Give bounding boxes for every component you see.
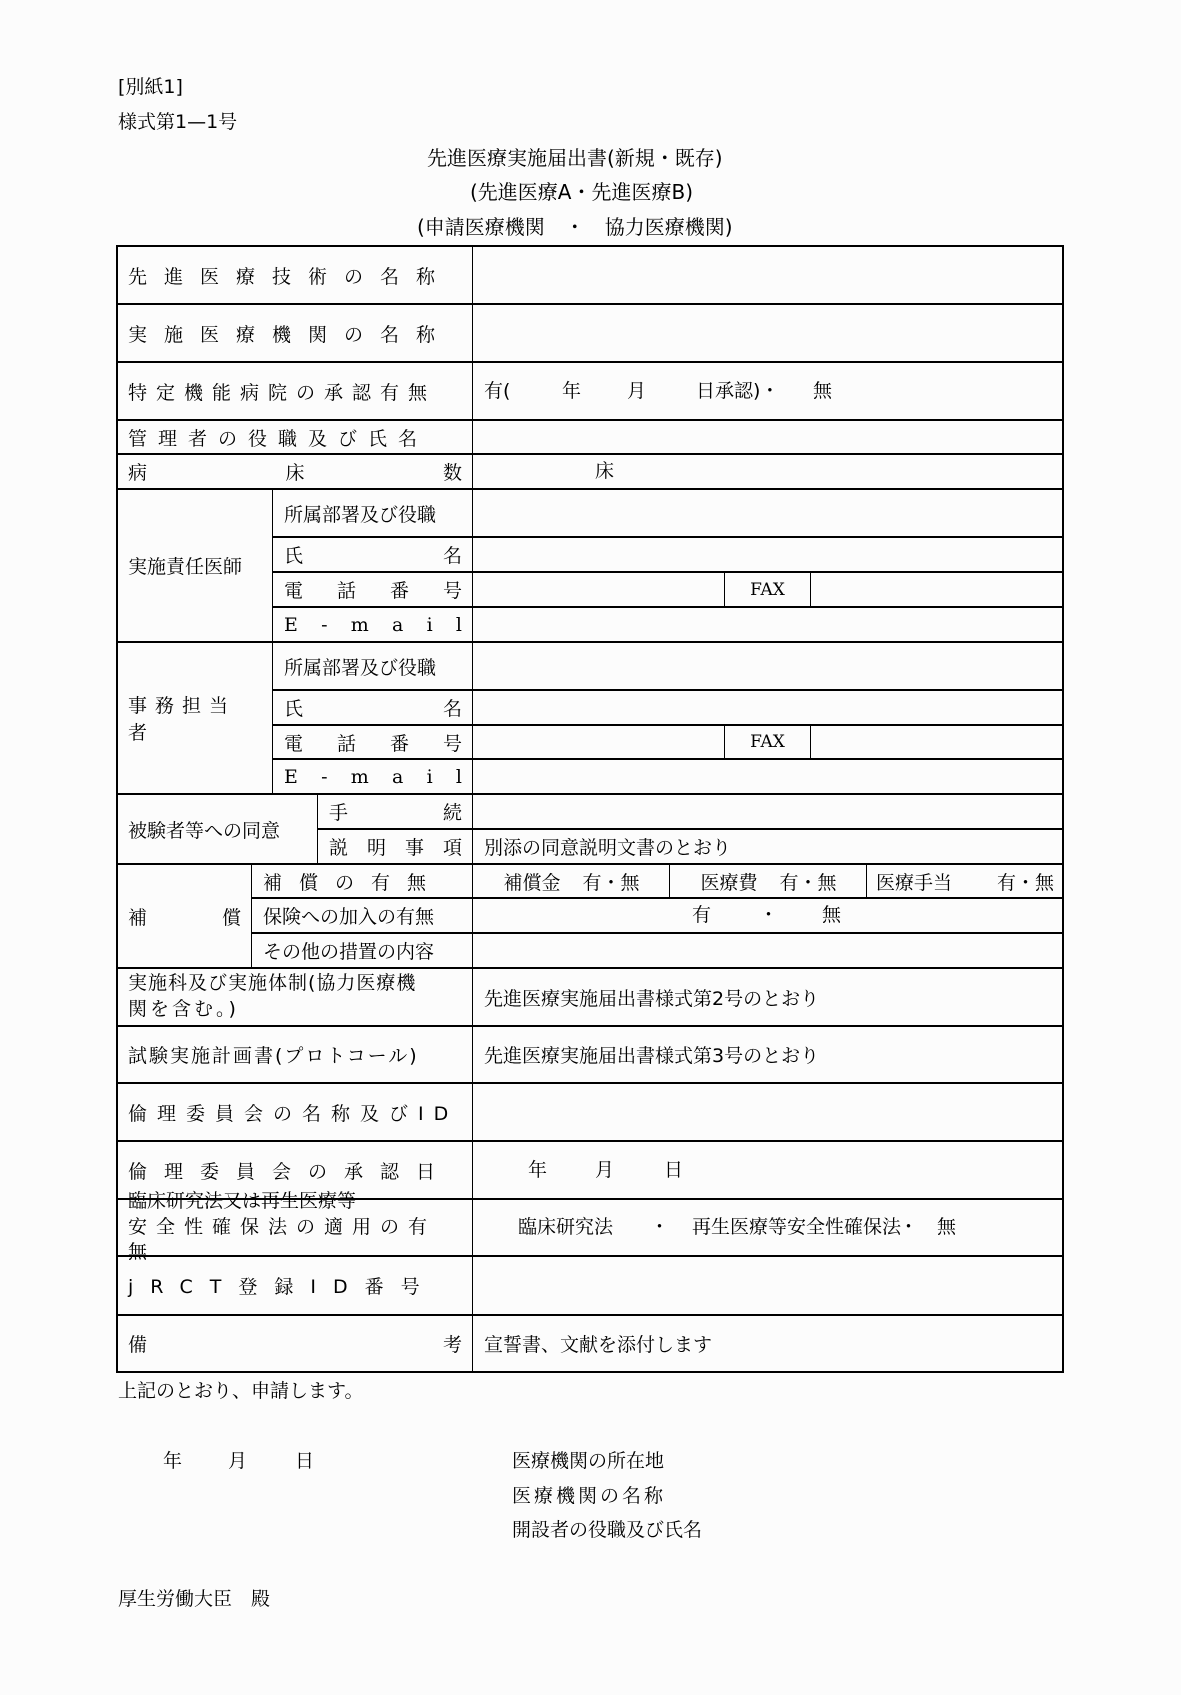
- label-consent: 被験者等への同意: [128, 819, 281, 842]
- label-char: l: [455, 613, 462, 636]
- label-char: 号: [442, 732, 462, 755]
- option-choices[interactable]: 有・無: [582, 871, 640, 894]
- option-sep: ・: [650, 1216, 670, 1238]
- label-char: 氏: [284, 545, 304, 567]
- document-subtitle-type: (先進医療A・先進医療B): [470, 180, 694, 204]
- protocol-field[interactable]: 先進医療実施届出書様式第3号のとおり: [484, 1045, 820, 1067]
- label-compensation: [118, 865, 251, 967]
- label-text: 特定機能病院の承認有無: [128, 381, 437, 404]
- rd-email-field[interactable]: [474, 608, 1062, 641]
- label-rd-fax: FAX: [750, 579, 785, 600]
- label-ethics-name: [118, 1084, 472, 1140]
- rd-fax-field[interactable]: [812, 573, 1062, 606]
- label-law-applicability: [118, 1190, 472, 1264]
- label-char: 項: [442, 837, 462, 859]
- label-char: 説: [329, 837, 349, 859]
- label-char: 号: [442, 580, 462, 602]
- label-oc-fax: FAX: [750, 732, 785, 752]
- beds-field[interactable]: [474, 455, 1062, 488]
- option-no[interactable]: 無: [813, 380, 833, 402]
- option-yes[interactable]: 有(: [484, 380, 511, 402]
- ethics-approval-date-field[interactable]: [474, 1142, 1062, 1198]
- label-char: 考: [442, 1334, 462, 1356]
- ethics-name-field[interactable]: [474, 1084, 1062, 1140]
- beds-unit: 床: [595, 460, 615, 482]
- oc-phone-field[interactable]: [474, 726, 724, 758]
- insurance-sep: ・: [759, 904, 779, 926]
- label-char: 床: [285, 462, 305, 484]
- label-protocol: [118, 1027, 472, 1082]
- comp-medical-cost-option[interactable]: [671, 865, 866, 897]
- label-char: 事: [404, 837, 424, 859]
- label-rd-phone: [274, 573, 472, 606]
- label-tech-name: [118, 247, 472, 303]
- label-oc-dept: 所属部署及び役職: [284, 656, 437, 679]
- label-department-system: [118, 969, 472, 1025]
- oc-name-field[interactable]: [474, 691, 1062, 724]
- application-statement: 上記のとおり、申請します。: [118, 1380, 364, 1402]
- label-comp-other: その他の措置の内容: [263, 941, 435, 963]
- administrator-field[interactable]: [474, 421, 1062, 453]
- label-char: l: [455, 765, 462, 788]
- label-text: 管理者の役職及び氏名: [128, 427, 429, 450]
- consent-procedure-field[interactable]: [474, 795, 1062, 828]
- label-char: 手: [329, 802, 349, 824]
- rd-name-field[interactable]: [474, 538, 1062, 571]
- oc-dept-field[interactable]: [474, 643, 1062, 689]
- label-jrct: [118, 1257, 472, 1314]
- label-char: 明: [366, 837, 386, 859]
- label-char: 番: [389, 580, 409, 602]
- label-text: 事務担当者: [128, 695, 237, 744]
- option-name: 補償金: [503, 871, 561, 894]
- footer-day-label: 日: [295, 1450, 315, 1472]
- oc-fax-field[interactable]: [812, 726, 1062, 758]
- label-char: 備: [128, 1334, 148, 1356]
- label-char: 電: [284, 732, 304, 755]
- label-line: 関を含む。): [128, 998, 239, 1020]
- label-char: i: [426, 613, 433, 636]
- label-office-contact: [118, 643, 272, 793]
- label-responsible-doctor: 実施責任医師: [128, 556, 243, 578]
- label-consent-explanation: [319, 830, 472, 863]
- label-consent-procedure: [319, 795, 472, 828]
- label-line: 臨床研究法又は再生医療等: [128, 1190, 357, 1213]
- addressee: 厚生労働大臣 殿: [118, 1588, 271, 1610]
- label-rd-dept: 所属部署及び役職: [284, 503, 437, 526]
- option-choices[interactable]: 有・無: [779, 871, 837, 894]
- option-name: 医療費: [700, 871, 758, 894]
- signature-founder-label: 開設者の役職及び氏名: [512, 1519, 703, 1541]
- label-char: 話: [336, 580, 356, 602]
- label-char: 補: [128, 906, 148, 929]
- label-text: 倫理委員会の承認日: [128, 1160, 453, 1183]
- comp-insurance-field[interactable]: [474, 899, 1062, 932]
- footer-year-label: 年: [163, 1450, 183, 1472]
- month-label: 月: [595, 1159, 615, 1181]
- rd-dept-field[interactable]: [474, 490, 1062, 536]
- label-line: 安全性確保法の適用の有無: [128, 1215, 437, 1264]
- year-label: 年: [562, 380, 582, 402]
- option-name: 医療手当: [876, 871, 953, 894]
- jrct-field[interactable]: [474, 1257, 1062, 1314]
- attachment-label: [別紙1]: [118, 76, 183, 98]
- option-sep: ・: [899, 1216, 919, 1238]
- label-line: 実施科及び実施体制(協力医療機: [128, 972, 417, 995]
- label-char: 名: [442, 545, 462, 567]
- tech-name-field[interactable]: [474, 247, 1062, 303]
- oc-email-field[interactable]: [474, 760, 1062, 793]
- label-char: 続: [442, 802, 462, 824]
- comp-other-field[interactable]: [474, 934, 1062, 967]
- law-applicability-field[interactable]: [474, 1200, 1062, 1255]
- signature-address-label: 医療機関の所在地: [512, 1450, 665, 1472]
- label-char: a: [392, 613, 404, 636]
- label-char: 数: [442, 462, 462, 484]
- document-subtitle-institution: (申請医療機関 ・ 協力医療機関): [417, 215, 733, 239]
- label-char: 氏: [284, 698, 304, 720]
- year-label: 年: [528, 1159, 548, 1181]
- label-oc-email: [274, 760, 472, 793]
- label-special-hospital: [118, 363, 472, 419]
- label-text: 試験実施計画書(プロトコール): [128, 1045, 419, 1067]
- label-char: 名: [442, 698, 462, 720]
- label-comp-insurance: 保険への加入の有無: [263, 906, 435, 928]
- document-title: 先進医療実施届出書(新規・既存): [427, 146, 723, 170]
- label-administrator: [118, 421, 472, 453]
- label-text: jRCT登録ID番号: [128, 1276, 437, 1298]
- label-char: 病: [128, 462, 148, 484]
- label-char: 番: [389, 732, 409, 755]
- option-clinical-research-act[interactable]: 臨床研究法: [518, 1216, 614, 1238]
- label-char: a: [392, 765, 404, 788]
- special-hospital-field[interactable]: [474, 363, 1062, 419]
- option-regenerative-medicine-act[interactable]: 再生医療等安全性確保法: [692, 1216, 902, 1238]
- consent-explanation-field[interactable]: 別添の同意説明文書のとおり: [484, 837, 732, 859]
- label-char: -: [321, 765, 328, 788]
- option-none[interactable]: 無: [937, 1216, 957, 1238]
- month-label: 月: [627, 380, 647, 402]
- label-char: m: [350, 765, 369, 788]
- label-institution-name: [118, 305, 472, 361]
- label-char: 電: [284, 580, 304, 602]
- comp-medical-allowance-option[interactable]: [868, 865, 1062, 897]
- label-char: E: [284, 765, 298, 788]
- label-remarks: [118, 1316, 472, 1371]
- label-beds: [118, 455, 472, 488]
- comp-money-option[interactable]: [474, 865, 669, 897]
- institution-name-field[interactable]: [474, 305, 1062, 361]
- rd-phone-field[interactable]: [474, 573, 724, 606]
- form-number: 様式第1—1号: [118, 111, 238, 133]
- option-choices[interactable]: 有・無: [996, 871, 1054, 894]
- label-rd-email: [274, 608, 472, 641]
- label-comp-has: [253, 865, 472, 897]
- label-char: i: [426, 765, 433, 788]
- label-oc-phone: [274, 726, 472, 758]
- label-char: E: [284, 613, 298, 636]
- label-text: 倫理委員会の名称及びID: [128, 1102, 459, 1125]
- day-label: 日: [664, 1159, 684, 1181]
- remarks-field[interactable]: 宣誓書、文献を添付します: [484, 1334, 713, 1356]
- day-approval-label: 日承認)・: [696, 380, 780, 402]
- footer-month-label: 月: [228, 1450, 248, 1472]
- insurance-yes[interactable]: 有: [692, 904, 712, 926]
- label-char: 償: [221, 906, 241, 929]
- label-rd-name: [274, 538, 472, 571]
- label-text: 先進医療技術の名称: [128, 265, 453, 288]
- label-char: m: [350, 613, 369, 636]
- department-system-field[interactable]: 先進医療実施届出書様式第2号のとおり: [484, 987, 820, 1010]
- insurance-no[interactable]: 無: [822, 904, 842, 926]
- label-text: 実施医療機関の名称: [128, 323, 453, 346]
- signature-institution-label: 医療機関の名称: [512, 1485, 667, 1507]
- label-text: 補償の有無: [263, 871, 444, 894]
- label-char: 話: [336, 732, 356, 755]
- label-oc-name: [274, 691, 472, 724]
- label-char: -: [321, 613, 328, 636]
